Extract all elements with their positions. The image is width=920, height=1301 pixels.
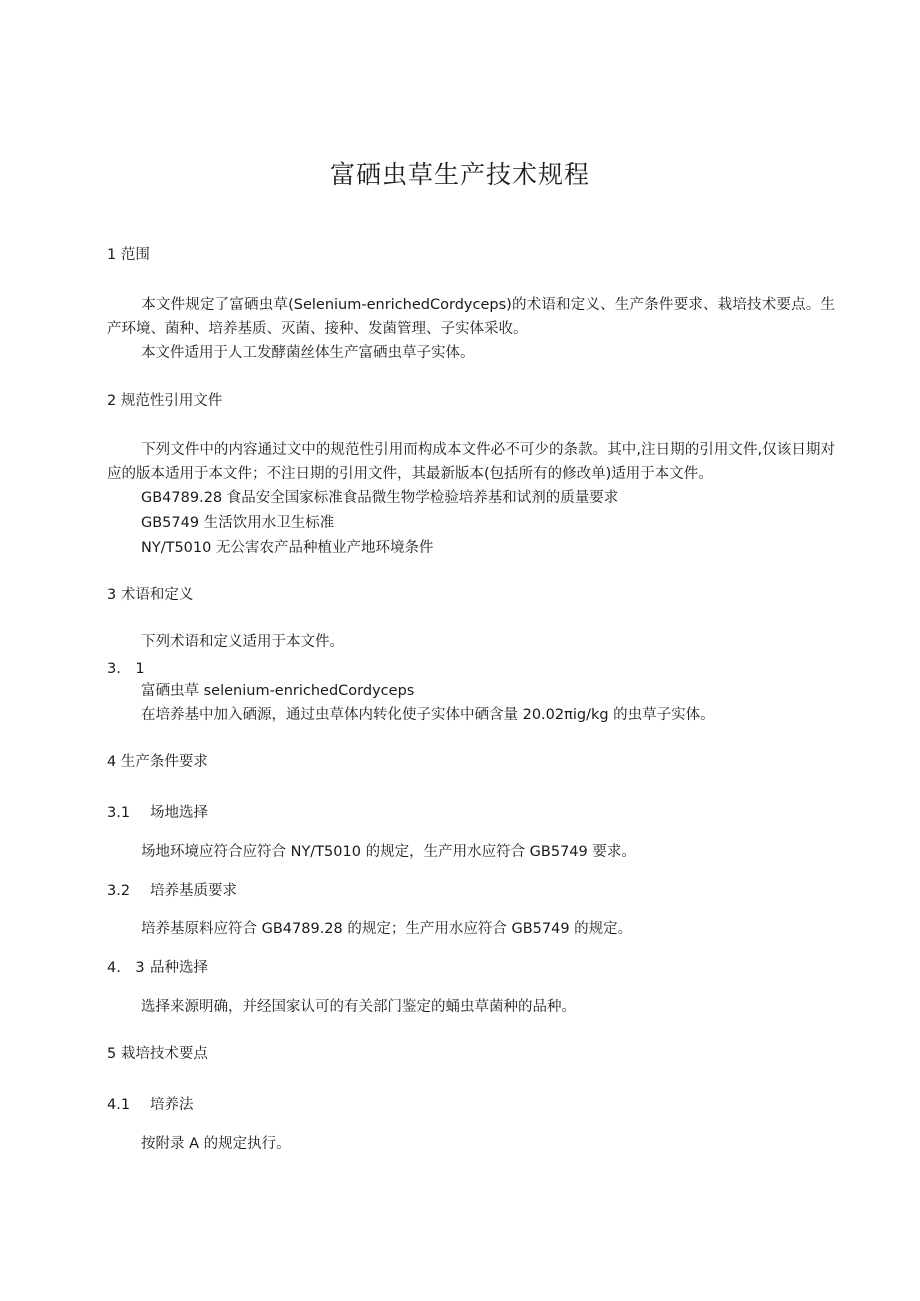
term-name: 富硒虫草 selenium-enrichedCordyceps bbox=[141, 683, 415, 699]
subsection-title: 培养基质要求 bbox=[150, 883, 237, 899]
subsection-heading bbox=[107, 1095, 194, 1115]
section-2-heading: 2 规范性引用文件 bbox=[107, 393, 223, 409]
subsection-text: 选择来源明确，并经国家认可的有关部门鉴定的蛹虫草菌种的品种。 bbox=[141, 999, 576, 1015]
section-1-paragraph-1-text: 本文件规定了富硒虫草(Selenium-enrichedCordyceps)的术语和定义、生产条件要求、栽培技术要点。生产环境、菌种、培养基质、灭菌、接种、发菌管理、子实体采收。 bbox=[107, 297, 835, 337]
subsection-number: 3.1 bbox=[107, 805, 131, 821]
subsection-text: 场地环境应符合应符合 NY/T5010 的规定，生产用水应符合 GB5749 要求。 bbox=[141, 844, 636, 860]
subsection-heading bbox=[107, 803, 208, 823]
subsection-title: 品种选择 bbox=[150, 960, 208, 976]
subsection-text: 按附录 A 的规定执行。 bbox=[141, 1136, 291, 1152]
subsection-heading bbox=[107, 958, 208, 978]
subsection-heading bbox=[107, 881, 237, 901]
subsection-title: 场地选择 bbox=[150, 805, 208, 821]
subsection-number: 4.1 bbox=[107, 1097, 131, 1113]
section-3-heading: 3 术语和定义 bbox=[107, 587, 194, 603]
document-title: 富硒虫草生产技术规程 bbox=[329, 160, 590, 189]
section-1-paragraph-2: 本文件适用于人工发酵菌丝体生产富硒虫草子实体。 bbox=[141, 345, 475, 361]
section-2-paragraph-1-text: 下列文件中的内容通过文中的规范性引用而构成本文件必不可少的条款。其中,注日期的引用文件,仅该日期对应的版本适用于本文件；不注日期的引用文件，其最新版本(包括所有的修改单)适用于本文件。 bbox=[107, 442, 835, 482]
subsection-text: 培养基原料应符合 GB4789.28 的规定；生产用水应符合 GB5749 的规定。 bbox=[141, 921, 633, 937]
section-1-heading: 1 范围 bbox=[107, 247, 150, 263]
reference-item: GB5749 生活饮用水卫生标准 bbox=[141, 515, 335, 531]
section-3-paragraph-1: 下列术语和定义适用于本文件。 bbox=[141, 634, 344, 650]
reference-item: NY/T5010 无公害农产品种植业产地环境条件 bbox=[141, 540, 434, 556]
term-definition: 在培养基中加入硒源，通过虫草体内转化使子实体中硒含量 20.02πig∕kg 的虫草子实体。 bbox=[141, 707, 715, 723]
subsection-number: 3.2 bbox=[107, 883, 131, 899]
section-4-heading: 4 生产条件要求 bbox=[107, 754, 208, 770]
reference-item: GB4789.28 食品安全国家标准食品微生物学检验培养基和试剂的质量要求 bbox=[141, 490, 619, 506]
term-number: 3. 1 bbox=[107, 661, 145, 677]
section-1-paragraph-1 bbox=[107, 293, 835, 341]
subsection-title: 培养法 bbox=[150, 1097, 194, 1113]
section-5-heading: 5 栽培技术要点 bbox=[107, 1046, 208, 1062]
section-2-paragraph-1 bbox=[107, 438, 835, 486]
subsection-number: 4. 3 bbox=[107, 960, 145, 976]
